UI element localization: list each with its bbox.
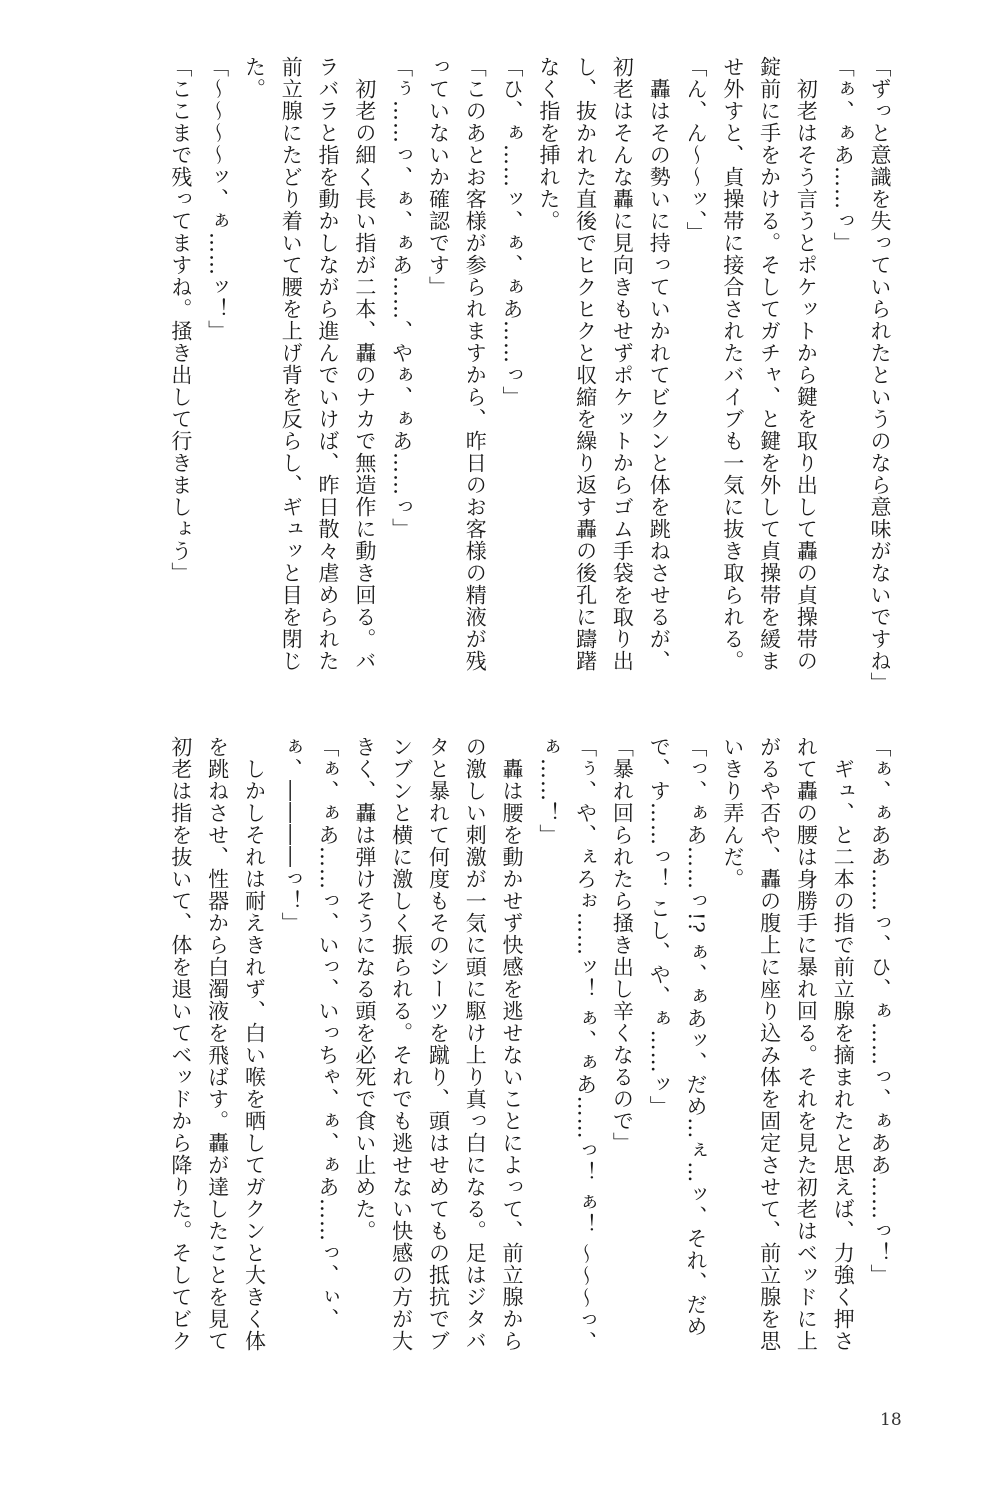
text-column: 初老の細く長い指が二本、轟のナカで無造作に動き回る。バ <box>352 56 377 672</box>
text-column: 初老はそう言うとポケットから鍵を取り出して轟の貞操帯の <box>794 56 819 672</box>
text-column: ぁ、――――っ！」 <box>279 736 304 934</box>
text-column: ギュ、と二本の指で前立腺を摘まれたと思えば、力強く押さ <box>831 736 856 1352</box>
text-column: 「ぁ、ぁああ……っ、ひ、ぁ……っ、ぁああ……っ！」 <box>868 736 892 1286</box>
text-column: 「ひ、ぁ……ッ、ぁ、ぁあ……っ」 <box>500 56 525 408</box>
page-number: 18 <box>880 1410 902 1430</box>
text-column: の激しい刺激が一気に頭に駆け上り真っ白になる。足はジタバ <box>463 736 488 1352</box>
text-column: せ外すと、貞操帯に接合されたバイブも一気に抜き取られる。 <box>720 56 745 672</box>
text-column: 「ここまで残ってますね。掻き出して行きましょう」 <box>168 56 193 584</box>
text-column: を跳ねさせ、性器から白濁液を飛ばす。轟が達したことを見て <box>205 736 230 1352</box>
text-block-top <box>162 56 898 711</box>
text-block-bottom <box>162 736 898 1391</box>
text-column: 錠前に手をかける。そしてガチャ、と鍵を外して貞操帯を緩ま <box>757 56 782 672</box>
text-column: 前立腺にたどり着いて腰を上げ背を反らし、ギュッと目を閉じ <box>279 56 304 672</box>
text-column: た。 <box>242 56 267 100</box>
text-column: がるや否や、轟の腹上に座り込み体を固定させて、前立腺を思 <box>757 736 782 1352</box>
text-column: 「ぅ、や、ぇろぉ……ッ！ ぁ、ぁあ……っ！ ぁ！ 〜〜〜っ、 <box>573 736 598 1354</box>
text-column: 「ぁ、ぁあ……っ」 <box>831 56 856 254</box>
text-column: タと暴れて何度もそのシーツを蹴り、頭はせめてもの抵抗でブ <box>426 736 451 1352</box>
text-column: しかしそれは耐えきれず、白い喉を晒してガクンと大きく体 <box>242 736 267 1352</box>
text-column: ラバラと指を動かしながら進んでいけば、昨日散々虐められた <box>316 56 341 672</box>
text-column: 初老はそんな轟に見向きもせずポケットからゴム手袋を取り出 <box>610 56 635 672</box>
text-column: 「ぅ……っ、ぁ、ぁあ……、やぁ、ぁあ……っ」 <box>389 56 414 540</box>
text-column: 「ずっと意識を失っていられたというのなら意味がないですね」 <box>868 56 892 694</box>
text-column: で、す……っ！ こし、や、ぁ……ッ」 <box>647 736 672 1118</box>
text-column: 轟は腰を動かせず快感を逃せないことによって、前立腺から <box>500 736 525 1352</box>
text-column: 「〜〜〜〜ッ、ぁ……ッ！」 <box>205 56 230 342</box>
text-column: 「っ、ぁあ……っ!? ぁ、ぁあッ、だめ…ぇ…ッ、それ、だめ <box>684 736 709 1338</box>
text-column: きく、轟は弾けそうになる頭を必死で食い止めた。 <box>352 736 377 1242</box>
text-column: ンブンと横に激しく振られる。それでも逃せない快感の方が大 <box>389 736 414 1352</box>
text-column: 轟はその勢いに持っていかれてビクンと体を跳ねさせるが、 <box>647 56 672 672</box>
text-column: 初老は指を抜いて、体を退いてベッドから降りた。そしてビク <box>168 736 193 1352</box>
text-column: いきり弄んだ。 <box>720 736 745 890</box>
text-column: ぁ……！」 <box>536 736 561 846</box>
text-column: っていないか確認です」 <box>426 56 451 298</box>
text-column: 「ぁ、ぁあ……っ、いっ、いっちゃ、ぁ、ぁあ……っ、ぃ、 <box>316 736 341 1330</box>
text-column: れて轟の腰は身勝手に暴れ回る。それを見た初老はベッドに上 <box>794 736 819 1352</box>
text-column: し、抜かれた直後でヒクヒクと収縮を繰り返す轟の後孔に躊躇 <box>573 56 598 672</box>
text-column: 「暴れ回られたら掻き出し辛くなるので」 <box>610 736 635 1154</box>
text-column: なく指を挿れた。 <box>536 56 561 232</box>
text-column: 「ん、ん〜〜ッ、」 <box>684 56 709 244</box>
text-column: 「このあとお客様が参られますから、昨日のお客様の精液が残 <box>463 56 488 672</box>
